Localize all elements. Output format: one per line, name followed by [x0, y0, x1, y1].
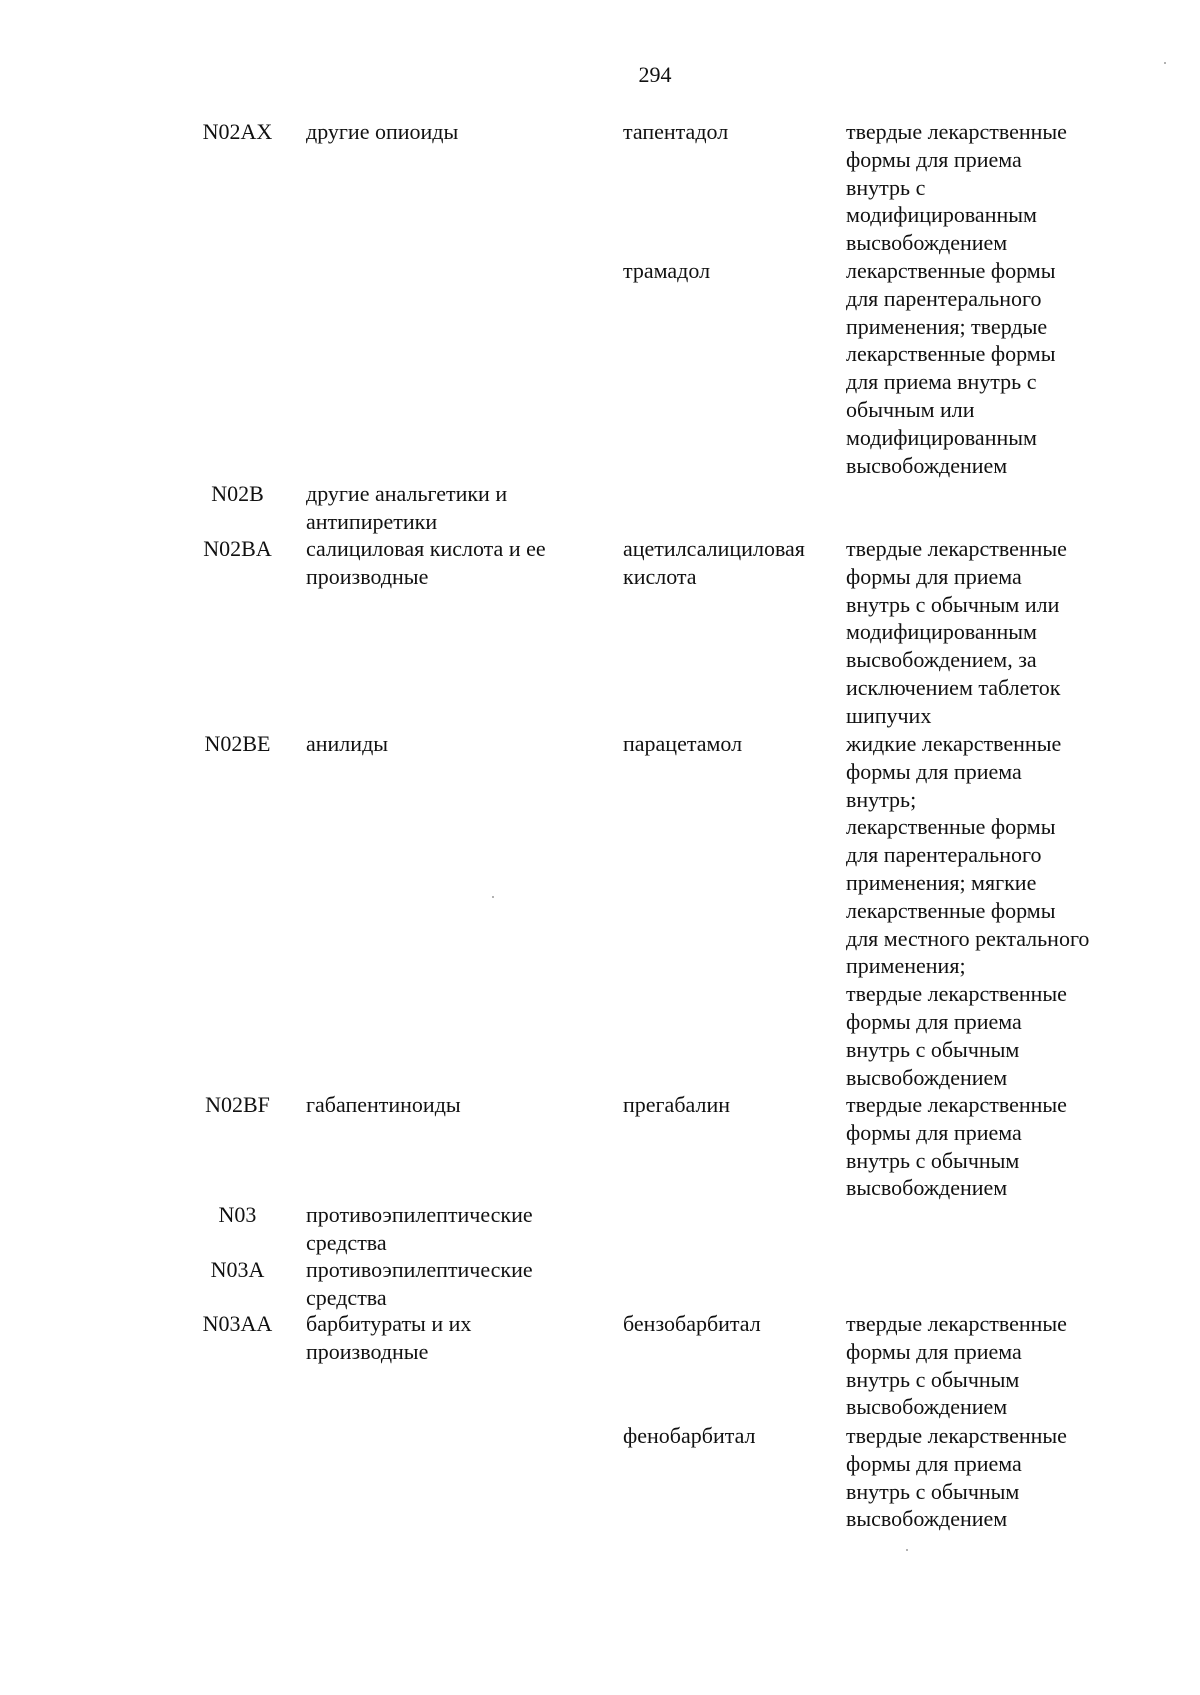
row-form: твердые лекарственные формы для приема внутрь с модифицированным высвобождением: [846, 119, 1067, 256]
row-code: N02B: [211, 481, 264, 506]
row-code: N02BF: [205, 1092, 270, 1117]
row-code: N02AX: [202, 119, 273, 144]
row-form: твердые лекарственные формы для приема внутрь с обычным высвобождением: [846, 1311, 1067, 1420]
row-drug: трамадол: [623, 258, 711, 283]
scan-speck: [906, 1549, 908, 1551]
row-group: противоэпилептические средства: [306, 1202, 533, 1255]
scan-speck: [1164, 62, 1166, 64]
row-drug: парацетамол: [623, 731, 743, 756]
row-drug: ацетилсалициловая кислота: [623, 536, 805, 589]
row-form: жидкие лекарственные формы для приема внутрь; лекарственные формы для парентерального применения; мягкие лекарственные формы для местного ректального применения; твердые лекарственные формы для приема внутрь с обычным высвобождением: [846, 731, 1090, 1090]
row-form: лекарственные формы для парентерального применения; твердые лекарственные формы для приема внутрь с обычным или модифицированным высвобождением: [846, 258, 1056, 478]
row-drug: тапентадол: [623, 119, 729, 144]
row-code: N02BE: [204, 731, 271, 756]
row-group: салициловая кислота и ее производные: [306, 536, 546, 589]
row-drug: бензобарбитал: [623, 1311, 761, 1336]
row-group: анилиды: [306, 731, 389, 756]
row-code: N03: [218, 1202, 257, 1227]
row-code: N03A: [210, 1257, 265, 1282]
row-form: твердые лекарственные формы для приема внутрь с обычным или модифицированным высвобождением, за исключением таблеток шипучих: [846, 536, 1067, 728]
row-drug: прегабалин: [623, 1092, 731, 1117]
row-group: противоэпилептические средства: [306, 1257, 533, 1310]
row-group: другие анальгетики и антипиретики: [306, 481, 508, 534]
row-group: габапентиноиды: [306, 1092, 461, 1117]
row-form: твердые лекарственные формы для приема внутрь с обычным высвобождением: [846, 1423, 1067, 1532]
row-drug: фенобарбитал: [623, 1423, 756, 1448]
row-code: N02BA: [203, 536, 272, 561]
page-number: 294: [638, 62, 672, 87]
scan-speck: [492, 896, 494, 898]
row-group: другие опиоиды: [306, 119, 459, 144]
row-form: твердые лекарственные формы для приема внутрь с обычным высвобождением: [846, 1092, 1067, 1201]
row-code: N03AA: [202, 1311, 273, 1336]
row-group: барбитураты и их производные: [306, 1311, 472, 1364]
